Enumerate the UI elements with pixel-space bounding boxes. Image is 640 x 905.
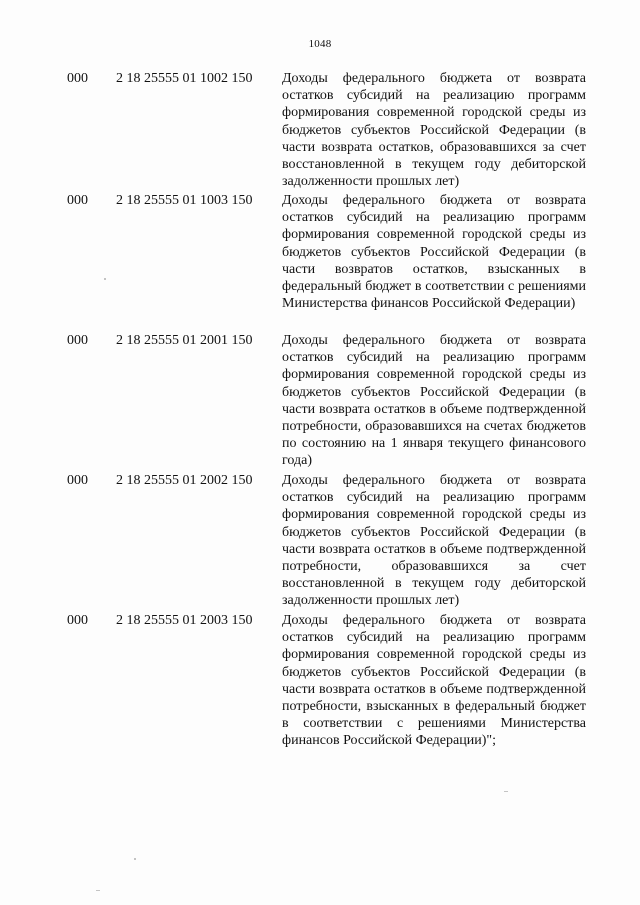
budget-code-table [0,70,640,782]
kbk-code-cell: 2 18 25555 01 2002 150 [116,473,253,488]
kbk-code-cell: 2 18 25555 01 2001 150 [116,333,253,348]
page-number: 1048 [308,38,332,50]
description-cell: Доходы федерального бюджета от возврата остатков субсидий на реализацию программ формирования современной городской среды из бюджетов субъектов Российской Федерации (в части возврата остатков в объеме подтвержденной потребности, образовавшихся на счетах бюджетов по состоянию на 1 января текущего финансового года) [282,333,586,469]
admin-code-cell: 000 [67,613,88,628]
scan-speck [96,890,100,891]
scan-speck [104,278,106,280]
admin-code-cell: 000 [67,333,88,348]
table-row [0,612,640,782]
table-row [0,70,640,192]
description-cell: Доходы федерального бюджета от возврата остатков субсидий на реализацию программ формирования современной городской среды из бюджетов субъектов Российской Федерации (в части возврата остатков, образовавшихся за счет восстановленной в текущем году дебиторской задолженности прошлых лет) [282,71,586,190]
admin-code-cell: 000 [67,193,88,208]
table-row [0,332,640,472]
table-row [0,192,640,332]
admin-code-cell: 000 [67,473,88,488]
description-cell: Доходы федерального бюджета от возврата остатков субсидий на реализацию программ формирования современной городской среды из бюджетов субъектов Российской Федерации (в части возврата остатков в объеме подтвержденной потребности, взысканных в федеральный бюджет в соответствии с решениями Министерства финансов Российской Федерации)"; [282,613,586,749]
scan-speck [134,858,136,860]
admin-code-cell: 000 [67,71,88,86]
scan-speck [504,791,508,792]
table-row [0,472,640,612]
kbk-code-cell: 2 18 25555 01 2003 150 [116,613,253,628]
kbk-code-cell: 2 18 25555 01 1002 150 [116,71,253,86]
description-cell: Доходы федерального бюджета от возврата остатков субсидий на реализацию программ формирования современной городской среды из бюджетов субъектов Российской Федерации (в части возврата остатков в объеме подтвержденной потребности, образовавшихся за счет восстановленной в текущем году дебиторской задолженности прошлых лет) [282,473,586,609]
kbk-code-cell: 2 18 25555 01 1003 150 [116,193,253,208]
description-cell: Доходы федерального бюджета от возврата остатков субсидий на реализацию программ формирования современной городской среды из бюджетов субъектов Российской Федерации (в части возвратов остатков, взысканных в федеральный бюджет в соответствии с решениями Министерства финансов Российской Федерации) [282,193,586,312]
